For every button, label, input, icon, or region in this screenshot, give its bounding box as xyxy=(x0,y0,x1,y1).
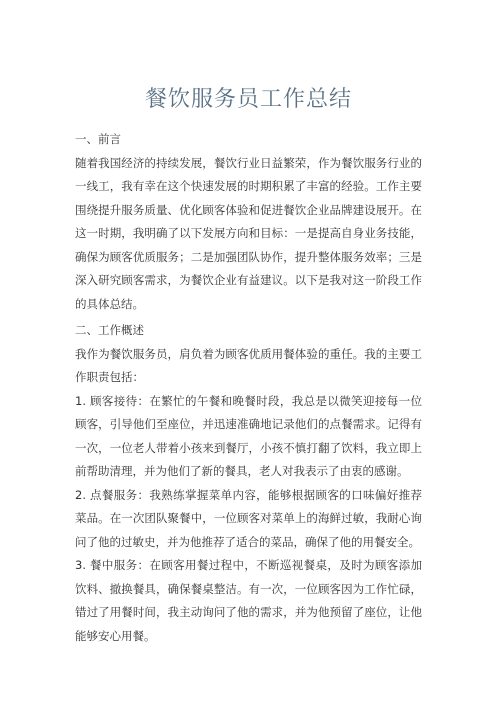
section-heading-preface: 一、前言 xyxy=(75,132,121,146)
paragraph-preface: 随着我国经济的持续发展，餐饮行业日益繁荣，作为餐饮服务行业的一线工，我有幸在这个快速发展的时期积累了丰富的经验。工作主要围绕提升服务质量、优化顾客体验和促进餐饮企业品牌建设展开。在这一时期，我明确了以下发展方向和目标：一是提高自身业务技能，确保为顾客优质服务；二是加强团队协作，提升整体服务效率；三是深入研究顾客需求，为餐饮企业有益建议。以下是我对这一阶段工作的具体总结。 xyxy=(75,155,422,311)
page-title: 餐饮服务员工作总结 xyxy=(144,87,352,112)
paragraph-overview-intro: 我作为餐饮服务员，肩负着为顾客优质用餐体验的重任。我的主要工作职责包括： xyxy=(75,346,422,384)
paragraph-dining-service: 3. 餐中服务：在顾客用餐过程中，不断巡视餐桌，及时为顾客添加饮料、撤换餐具，确保餐桌整洁。有一次，一位顾客因为工作忙碌，错过了用餐时间，我主动询问了他的需求，并为他预留了座位，让他能够安心用餐。 xyxy=(75,558,422,643)
section-heading-overview: 二、工作概述 xyxy=(75,323,144,337)
paragraph-customer-reception: 1. 顾客接待：在繁忙的午餐和晚餐时段，我总是以微笑迎接每一位顾客，引导他们至座位，并迅速准确地记录他们的点餐需求。记得有一次，一位老人带着小孩来到餐厅，小孩不慎打翻了饮料，我立即上前帮助清理，并为他们了新的餐具，老人对我表示了由衷的感谢。 xyxy=(75,393,422,478)
paragraph-ordering-service: 2. 点餐服务：我熟练掌握菜单内容，能够根据顾客的口味偏好推荐菜品。在一次团队聚餐中，一位顾客对菜单上的海鲜过敏，我耐心询问了他的过敏史，并为他推荐了适合的菜品，确保了他的用餐安全。 xyxy=(75,487,422,549)
document-body xyxy=(75,128,422,648)
